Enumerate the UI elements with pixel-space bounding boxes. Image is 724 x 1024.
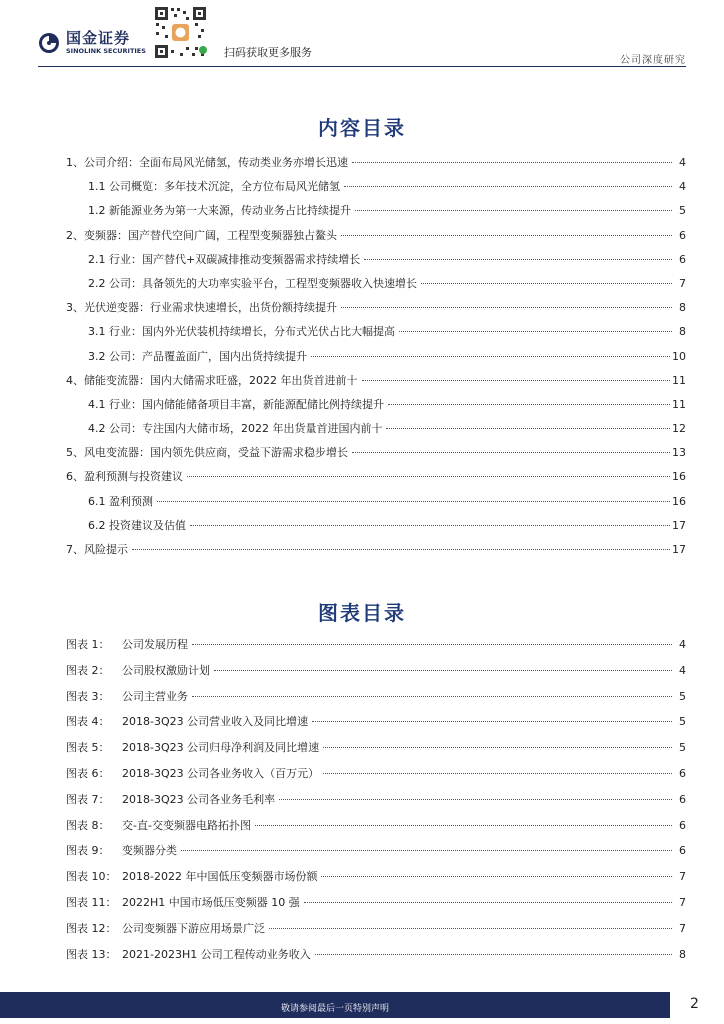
figure-entry-number: 图表 7： <box>66 792 110 806</box>
dot-leader <box>312 721 672 722</box>
toc-entry-label: 3、光伏逆变器：行业需求快速增长，出货份额持续提升 <box>66 301 337 315</box>
dot-leader <box>352 452 670 453</box>
figure-entry-page: 6 <box>679 844 686 858</box>
figure-entry[interactable] <box>66 765 686 791</box>
figure-entry-number: 图表 11： <box>66 895 117 909</box>
figure-entry-label: 公司主营业务 <box>122 689 188 703</box>
figure-entry-label: 2018-3Q23 公司归母净利润及同比增速 <box>122 741 320 755</box>
dot-leader <box>323 747 672 748</box>
dot-leader <box>157 501 670 502</box>
toc-entry-page: 7 <box>679 276 686 290</box>
toc-entry-page: 5 <box>679 204 686 218</box>
figure-entry-page: 5 <box>679 741 686 755</box>
toc-entry-label: 4.2 公司：专注国内大储市场，2022 年出货量首进国内前十 <box>88 422 383 436</box>
page-number: 2 <box>690 996 699 1012</box>
figure-entry-number: 图表 8： <box>66 818 110 832</box>
figure-entry-page: 7 <box>679 870 686 884</box>
toc-entry-page: 10 <box>672 349 686 363</box>
toc-entry-page: 16 <box>672 494 686 508</box>
toc-entry[interactable] <box>66 444 686 468</box>
figure-entry[interactable] <box>66 662 686 688</box>
toc-entry-label: 5、风电变流器：国内领先供应商，受益下游需求稳步增长 <box>66 446 348 460</box>
dot-leader <box>315 954 672 955</box>
figure-entry-label: 2018-2022 年中国低压变频器市场份额 <box>122 870 318 884</box>
report-type-label: 公司深度研究 <box>620 55 686 66</box>
toc-entry-page: 8 <box>679 325 686 339</box>
toc-entry-label: 6.2 投资建议及估值 <box>88 518 186 532</box>
toc-entry[interactable] <box>66 202 686 226</box>
dot-leader <box>304 902 672 903</box>
figure-entry[interactable] <box>66 791 686 817</box>
figure-entry-label: 2018-3Q23 公司各业务收入（百万元） <box>122 766 320 780</box>
dot-leader <box>355 210 672 211</box>
toc-entry[interactable] <box>66 323 686 347</box>
toc-entry[interactable] <box>66 251 686 275</box>
toc-entry-page: 13 <box>672 446 686 460</box>
figure-entry-number: 图表 2： <box>66 663 110 677</box>
dot-leader <box>187 476 670 477</box>
dot-leader <box>269 928 672 929</box>
figure-entry-page: 8 <box>679 947 686 961</box>
dot-leader <box>323 773 672 774</box>
figure-entry-label: 2022H1 中国市场低压变频器 10 强 <box>122 895 300 909</box>
figure-entry-number: 图表 9： <box>66 844 110 858</box>
figure-entry[interactable] <box>66 817 686 843</box>
toc-entry[interactable] <box>66 493 686 517</box>
dot-leader <box>341 235 672 236</box>
toc-entry[interactable] <box>66 178 686 202</box>
figure-entry-number: 图表 3： <box>66 689 110 703</box>
logo-chinese-name: 国金证券 <box>66 29 131 47</box>
dot-leader <box>190 525 670 526</box>
toc-title: 内容目录 <box>318 116 406 140</box>
figure-entry-page: 7 <box>679 921 686 935</box>
company-logo <box>38 30 146 56</box>
figure-entry-page: 6 <box>679 766 686 780</box>
figure-entry-label: 2018-3Q23 公司各业务毛利率 <box>122 792 276 806</box>
figure-entry-page: 5 <box>679 715 686 729</box>
figure-entry-number: 图表 6： <box>66 766 110 780</box>
qr-code-caption: 扫码获取更多服务 <box>224 46 312 59</box>
toc-entry-page: 8 <box>679 301 686 315</box>
figure-entry-page: 6 <box>679 818 686 832</box>
toc-entry-label: 1.2 新能源业务为第一大来源，传动业务占比持续提升 <box>88 204 351 218</box>
dot-leader <box>214 670 672 671</box>
toc-entry[interactable] <box>66 420 686 444</box>
toc-entry-page: 17 <box>672 543 686 556</box>
toc-entry-page: 6 <box>679 252 686 266</box>
toc-entry-label: 1.1 公司概览：多年技术沉淀，全方位布局风光储氢 <box>88 180 340 194</box>
toc-entry[interactable] <box>66 227 686 251</box>
dot-leader <box>192 644 672 645</box>
toc-entry-page: 4 <box>679 180 686 194</box>
figure-index <box>66 636 686 971</box>
dot-leader <box>255 825 672 826</box>
dot-leader <box>352 162 672 163</box>
figure-entry-label: 变频器分类 <box>122 844 177 858</box>
toc-entry-label: 1、公司介绍：全面布局风光储氢，传动类业务亦增长迅速 <box>66 156 348 169</box>
toc-entry-label: 3.2 公司：产品覆盖面广，国内出货持续提升 <box>88 349 307 363</box>
toc-entry[interactable] <box>66 468 686 492</box>
toc-entry-page: 12 <box>672 422 686 436</box>
dot-leader <box>132 549 670 550</box>
figure-entry-label: 公司发展历程 <box>122 638 188 651</box>
dot-leader <box>311 356 670 357</box>
figure-entry[interactable] <box>66 688 686 714</box>
figure-entry[interactable] <box>66 713 686 739</box>
toc-entry[interactable] <box>66 372 686 396</box>
figure-entry-number: 图表 1： <box>66 638 110 651</box>
dot-leader <box>321 876 672 877</box>
figure-entry-label: 公司变频器下游应用场景广泛 <box>122 921 265 935</box>
toc-entry-page: 11 <box>672 397 686 411</box>
dot-leader <box>362 380 671 381</box>
figure-entry[interactable] <box>66 920 686 946</box>
toc-entry[interactable] <box>66 541 686 565</box>
toc-entry[interactable] <box>66 275 686 299</box>
figure-entry-number: 图表 5： <box>66 741 110 755</box>
toc-entry-page: 6 <box>679 228 686 242</box>
figure-entry-label: 公司股权激励计划 <box>122 663 210 677</box>
toc-entry-label: 3.1 行业：国内外光伏装机持续增长，分布式光伏占比大幅提高 <box>88 325 395 339</box>
figure-entry[interactable] <box>66 739 686 765</box>
figure-entry-label: 2021-2023H1 公司工程传动业务收入 <box>122 947 311 961</box>
toc-entry-label: 2.1 行业：国产替代+双碳减排推动变频器需求持续增长 <box>88 252 361 266</box>
dot-leader <box>399 331 672 332</box>
toc-entry[interactable] <box>66 517 686 541</box>
dot-leader <box>386 428 670 429</box>
dot-leader <box>388 404 670 405</box>
dot-leader <box>181 850 672 851</box>
figure-entry[interactable] <box>66 946 686 972</box>
dot-leader <box>421 283 672 284</box>
figure-entry-label: 交-直-交变频器电路拓扑图 <box>122 818 251 832</box>
figure-entry-number: 图表 10： <box>66 870 117 884</box>
toc-entry[interactable] <box>66 348 686 372</box>
figure-entry[interactable] <box>66 636 686 662</box>
toc-entry-page: 16 <box>672 470 686 484</box>
toc-entry-page: 17 <box>672 518 686 532</box>
figure-entry-page: 4 <box>679 663 686 677</box>
toc-entry-label: 4.1 行业：国内储能储备项目丰富，新能源配储比例持续提升 <box>88 397 384 411</box>
dot-leader <box>341 307 672 308</box>
toc-entry-page: 11 <box>672 373 686 387</box>
figure-entry-number: 图表 12： <box>66 921 117 935</box>
dot-leader <box>364 259 672 260</box>
figure-entry-page: 7 <box>679 895 686 909</box>
footer-bar <box>0 992 670 1018</box>
sinolink-logo-icon <box>38 32 60 54</box>
toc-entry[interactable] <box>66 396 686 420</box>
toc-entry[interactable] <box>66 299 686 323</box>
dot-leader <box>192 696 672 697</box>
dot-leader <box>344 186 672 187</box>
figure-entry-page: 5 <box>679 689 686 703</box>
toc-entry-label: 2.2 公司：具备领先的大功率实验平台，工程型变频器收入快速增长 <box>88 276 417 290</box>
dot-leader <box>279 799 672 800</box>
toc-entry[interactable] <box>66 154 686 178</box>
figure-entry-label: 2018-3Q23 公司营业收入及同比增速 <box>122 715 309 729</box>
figure-entry-number: 图表 4： <box>66 715 110 729</box>
figure-entry-page: 6 <box>679 792 686 806</box>
figures-list-title: 图表目录 <box>318 601 406 625</box>
toc-entry-label: 4、储能变流器：国内大储需求旺盛，2022 年出货首进前十 <box>66 373 358 387</box>
footer-disclaimer-note: 敬请参阅最后一页特别声明 <box>280 1004 389 1014</box>
logo-english-name: SINOLINK SECURITIES <box>66 47 146 55</box>
figure-entry[interactable] <box>66 894 686 920</box>
figure-entry[interactable] <box>66 868 686 894</box>
page-footer <box>0 990 724 1024</box>
figure-entry-page: 4 <box>679 638 686 651</box>
toc-entry-label: 6.1 盈利预测 <box>88 494 153 508</box>
toc-entry-label: 7、风险提示 <box>66 543 128 556</box>
qr-code-icon[interactable] <box>153 5 208 60</box>
figure-entry-number: 图表 13： <box>66 947 117 961</box>
toc-entry-label: 2、变频器：国产替代空间广阔，工程型变频器独占鳌头 <box>66 228 337 242</box>
toc-entry-page: 4 <box>679 156 686 169</box>
table-of-contents <box>66 154 686 565</box>
figure-entry[interactable] <box>66 842 686 868</box>
page-header <box>0 0 724 70</box>
header-divider <box>38 66 686 67</box>
toc-entry-label: 6、盈利预测与投资建议 <box>66 470 183 484</box>
